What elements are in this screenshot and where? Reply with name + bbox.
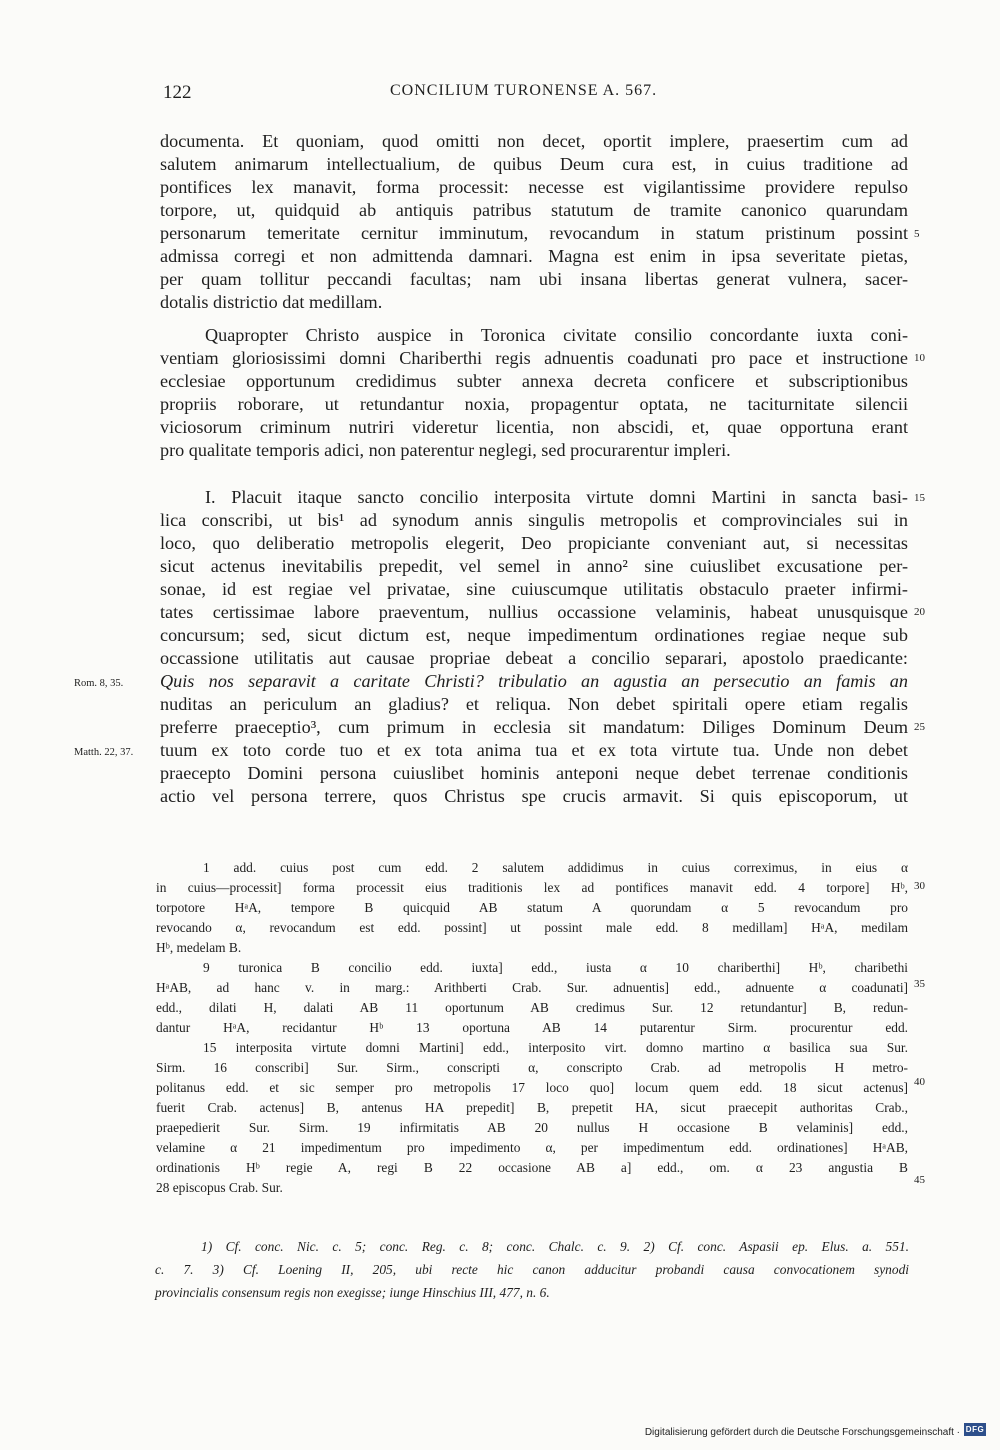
body-line: documenta. Et quoniam, quod omitti non decet, oportit implere, praesertim cum ad [160,131,908,151]
body-line: actio vel persona terrere, quos Christus spe crucis armavit. Si quis episcoporum, ut [160,786,908,806]
body-line: occassione utilitatis aut causae propriae debeat a concilio separari, apostolo praedicante: [160,648,908,668]
apparatus-line: velamine α 21 impedimentum pro impedimento α, per impedimentum edd. ordinationes] HᵃAB, [156,1140,908,1155]
body-line: Quis nos separavit a caritate Christi? tribulatio an agustia an persecutio an famis an [160,671,908,691]
body-line: tuum ex toto corde tuo et ex tota anima tua et ex tota virtute tua. Unde non debet [160,740,908,760]
body-line: propriis roborare, ut retundantur noxia, propagentur optata, ne taciturnitate silencii [160,394,908,414]
apparatus-line: Sirm. 16 conscribi] Sur. Sirm., conscripti α, conscripto Crab. ad metropolis H metro- [156,1060,908,1075]
line-number: 35 [914,978,925,990]
apparatus-line: revocando α, revocandum est edd. possint] ut possint male edd. 8 medillam] HᵃA, medilam [156,920,908,935]
body-line: nuditas an periculum an gladius? et reliqua. Non debet spiritali opere etiam regalis [160,694,908,714]
apparatus-line: 28 episcopus Crab. Sur. [156,1180,283,1195]
body-line: preferre praeceptio³, cum primum in ecclesia sit mandatum: Diliges Dominum Deum [160,717,908,737]
body-line: ventiam gloriosissimi domni Chariberthi regis adnuentis coadunati pro pace et instructione [160,348,908,368]
footnote-line: provincialis consensum regis non exegisse; iunge Hinschius III, 477, n. 6. [155,1285,550,1300]
line-number: 15 [914,492,925,504]
line-number: 10 [914,352,925,364]
apparatus-line: torpotore HᵃA, tempore B quicquid AB statum A quorundam α 5 revocandum pro [156,900,908,915]
body-line: pontifices lex manavit, forma processit: necesse est vigilantissime providere repulso [160,177,908,197]
apparatus-line: 1 add. cuius post cum edd. 2 salutem addidimus in cuius correximus, in eius α [203,860,908,875]
margin-ref: Matth. 22, 37. [74,747,134,758]
apparatus-line: dantur HᵃA, recidantur Hᵇ 13 oportuna AB 14 putarentur Sirm. procurentur edd. [156,1020,908,1035]
body-line: ecclesiae opportunum credidimus subter annexa decreta conficere et subscriptionibus [160,371,908,391]
body-line: admissa corregi et non admittenda damnari. Magna est enim in ipsa severitate pietas, [160,246,908,266]
body-line: salutem animarum intellectualium, de quibus Deum cura est, in cuius traditione ad [160,154,908,174]
apparatus-line: 9 turonica B concilio edd. iuxta] edd., iusta α 10 chariberthi] Hᵇ, charibethi [203,960,908,975]
body-line: pro qualitate temporis adici, non paterentur neglegi, sed procurarentur impleri. [160,440,731,460]
body-line: viciosorum criminum nutriri videretur licentia, non abscidi, et, quae opportuna erant [160,417,908,437]
apparatus-line: HᵃAB, ad hanc v. in marg.: Arithberti Crab. Sur. adnuentis] edd., adnuente α coadunati] [156,980,908,995]
footer-credit: Digitalisierung gefördert durch die Deutsche Forschungsgemeinschaft · [644,1427,960,1438]
footnote-line: c. 7. 3) Cf. Loening II, 205, ubi recte hic canon adducitur probandi causa convocationem synodi [155,1262,909,1277]
running-head: CONCILIUM TURONENSE A. 567. [390,82,658,99]
line-number: 5 [914,228,920,240]
line-number: 20 [914,606,925,618]
apparatus-line: ordinationis Hᵇ regie A, regi B 22 occasione AB a] edd., om. α 23 angustia B [156,1160,908,1175]
body-line: sicut actenus inevitabilis prepedit, vel semel in anno² sine cuiuslibet excusatione per- [160,556,908,576]
apparatus-line: politanus edd. et sic semper pro metropolis 17 loco quo] locum quem edd. 18 sicut actenus] [156,1080,908,1095]
body-line: tates certissimae labore praeventum, nullius occassione velaminis, habeat unusquisque [160,602,908,622]
dfg-logo: DFG [965,1425,985,1434]
line-number: 45 [914,1174,925,1186]
line-number: 40 [914,1076,925,1088]
page-number: 122 [163,82,192,103]
footnote-line: 1) Cf. conc. Nic. c. 5; conc. Reg. c. 8; conc. Chalc. c. 9. 2) Cf. conc. Aspasii ep. Elus. a. 551. [201,1239,909,1254]
line-number: 25 [914,721,925,733]
body-line: Quapropter Christo auspice in Toronica civitate consilio concordante iuxta coni- [205,325,908,345]
body-line: dotalis districtio dat medillam. [160,292,383,312]
apparatus-line: edd., dilati H, dalati AB 11 oportunum AB credimus Sur. 12 retundantur] B, redun- [156,1000,908,1015]
body-line: praecepto Domini persona cuiuslibet hominis anteponi neque debet terrenae conditionis [160,763,908,783]
apparatus-line: praepedierit Sur. Sirm. 19 infirmitatis AB 20 nullus H occasione B velaminis] edd., [156,1120,908,1135]
line-number: 30 [914,880,925,892]
apparatus-line: in cuius—processit] forma processit eius traditionis lex ad pontifices manavit edd. 4 torpore] Hᵇ, [156,880,908,895]
body-line: loco, quo deliberatio metropolis elegerit, Deo propiciante conveniant aut, si necessitas [160,533,908,553]
body-line: personarum temeritate cernitur imminutum, revocandum in statum pristinum possint [160,223,908,243]
body-line: sonae, id est regiae vel privatae, sine cuiuscumque utilitatis obstaculo praeter infirmi- [160,579,908,599]
body-line: I. Placuit itaque sancto concilio interposita virtute domni Martini in sancta basi- [205,487,908,507]
apparatus-line: fuerit Crab. actenus] B, antenus HA prepedit] B, prepetit HA, sicut praecepit authoritas Crab., [156,1100,908,1115]
apparatus-line: 15 interposita virtute domni Martini] edd., interposito virt. domno martino α basilica sua Sur. [203,1040,908,1055]
body-line: concursum; sed, sicut dictum est, neque impedimentum ordinationes regiae neque sub [160,625,908,645]
margin-ref: Rom. 8, 35. [74,678,124,689]
apparatus-line: Hᵇ, medelam B. [156,940,242,955]
body-line: torpore, ut, quidquid ab antiquis patribus statutum de tramite canonico quarundam [160,200,908,220]
body-line: per quam tollitur peccandi facultas; nam ubi insana libertas generat vulnera, sacer- [160,269,908,289]
body-line: lica conscribi, ut bis¹ ad synodum annis singulis metropolis et comprovinciales sui in [160,510,908,530]
